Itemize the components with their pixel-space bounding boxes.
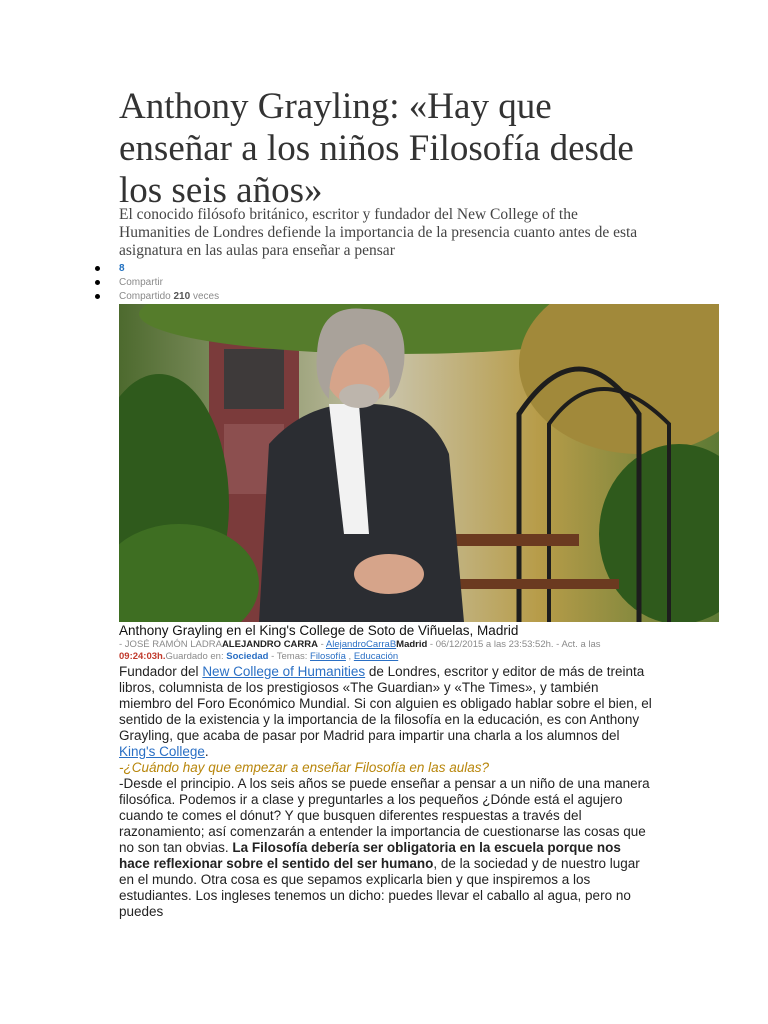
kings-college-link[interactable]: King's College <box>119 744 205 759</box>
topic-link-educacion[interactable]: Educación <box>353 651 399 662</box>
shared-suffix: veces <box>192 291 220 302</box>
topic-link-filosofia[interactable]: Filosofía <box>310 651 346 662</box>
answer-text-b: , de la sociedad y de nuestro lugar en el mundo. Otra cosa es que sepamos explicarla bien y que inspiremos a los estudiantes. Los ingleses tenemos un dicho: puedes llevar el caballo al agua, pero no puedes <box>119 856 640 919</box>
article-subtitle: El conocido filósofo británico, escritor y fundador del New College of the Humanities de Londres defiende la importancia de la presencia cuanto antes de esta asignatura en las aulas para enseñar a pensar <box>119 206 638 259</box>
shared-count-item <box>95 290 219 304</box>
topics-label: - Temas: <box>268 651 311 662</box>
article-body <box>119 664 654 920</box>
share-item[interactable] <box>95 276 219 290</box>
share-link[interactable]: Compartir <box>119 277 163 288</box>
answer-paragraph <box>119 776 654 920</box>
social-list <box>95 262 219 304</box>
intro-text-b: de Londres, escritor y editor de más de treinta libros, columnista de los prestigiosos «The Guardian» y «The Times», y también miembro del Foro Económico Mundial. Si con alguien es obligado hablar sobre el bien, el sentido de la existencia y la importancia de la filosofía en la educación, es con Anthony Grayling, que acaba de pasar por Madrid para impartir una charla a los alumnos del <box>119 664 652 743</box>
section-link[interactable]: Sociedad <box>226 651 269 662</box>
new-college-link[interactable]: New College of Humanities <box>202 664 366 679</box>
article-title: Anthony Grayling: «Hay que enseñar a los niños Filosofía desde los seis años» <box>119 86 634 211</box>
intro-text-c: . <box>204 744 209 759</box>
article-meta <box>119 639 631 663</box>
date-text: - 06/12/2015 a las 23:53:52h. - Act. a las <box>427 639 601 650</box>
saved-in-label: Guardado en: <box>165 651 227 662</box>
bullet-icon <box>95 294 100 299</box>
answer-text-a: -Desde el principio. A los seis años se puede enseñar a pensar a un niño de una manera filosófica. Podemos ir a clase y preguntarles a los pequeños ¿Dónde está el agujero cuando te comes el dónut? Y que busquen diferentes respuestas a través del razonamiento; así comenzarán a entender la importancia de cuestionarse las cosas que no son tan obvias. <box>119 776 650 855</box>
caption-text: Anthony Grayling en el King's College de Soto de Viñuelas, Madrid <box>119 623 519 638</box>
shared-prefix: Compartido <box>119 291 171 302</box>
update-time: 09:24:03h. <box>119 651 166 662</box>
meta-separator: - <box>318 639 326 650</box>
social-count-item[interactable] <box>95 262 219 276</box>
answer-bold-text: La Filosofía debería ser obligatoria en la escuela porque nos hace reflexionar sobre el sentido del ser humano <box>119 840 621 871</box>
author-name[interactable]: ALEJANDRO CARRA <box>221 639 318 650</box>
interview-question: -¿Cuándo hay que empezar a enseñar Filosofía en las aulas? <box>119 760 489 775</box>
intro-text-a: Fundador del <box>119 664 203 679</box>
article-photo <box>119 304 719 622</box>
bullet-icon <box>95 280 100 285</box>
intro-paragraph <box>119 664 654 760</box>
social-count[interactable]: 8 <box>119 263 125 274</box>
shared-count: 210 <box>173 291 191 302</box>
author-handle-link[interactable]: AlejandroCarraB <box>325 639 397 650</box>
dateline-city: Madrid <box>396 639 428 650</box>
bullet-icon <box>95 266 100 271</box>
topic-separator: , <box>345 651 354 662</box>
photo-credit: - JOSÉ RAMÓN LADRA <box>119 639 222 650</box>
